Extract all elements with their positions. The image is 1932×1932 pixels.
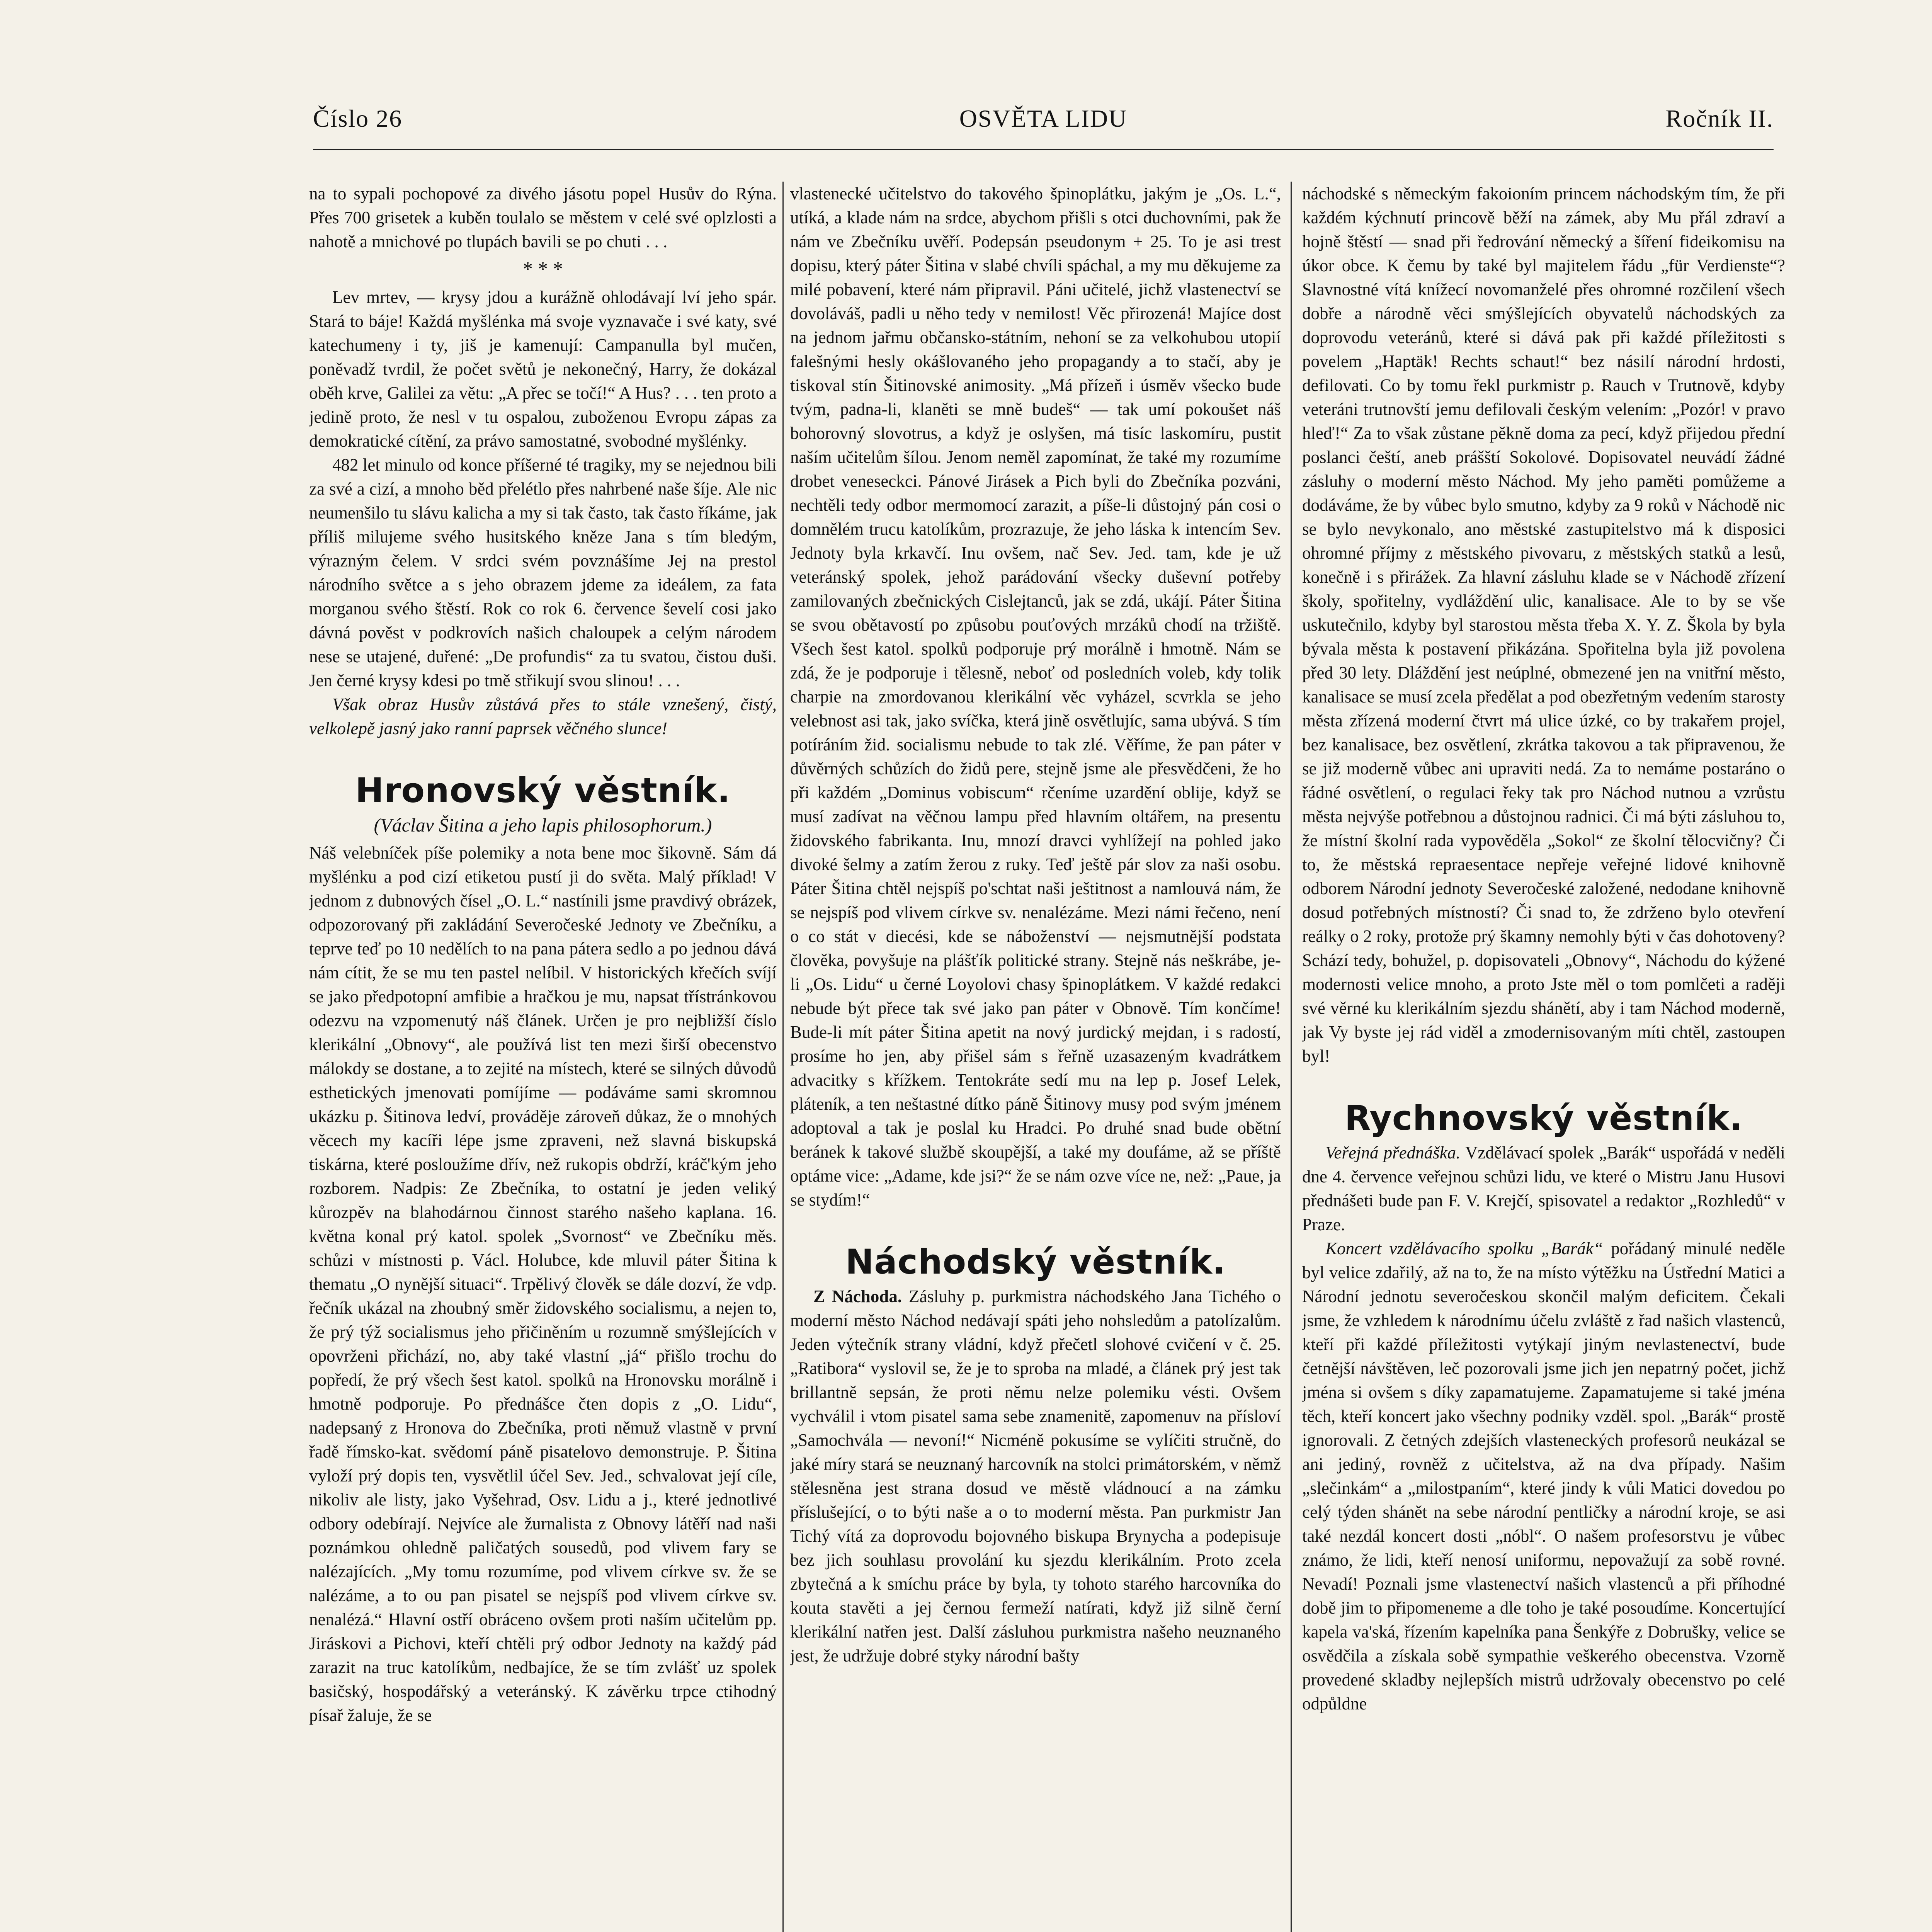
paragraph: Náš velebníček píše polemiky a nota bene moc šikovně. Sám dá myšlénku a pod cizí etiketou pustí ji do světa. Malý příklad! V jednom z dubnových čísel „O. L.“ nastínili jsme pravdivý obrázek, odpozorovaný při zakládání Severočeské Jednoty ve Zbečníku, a teprve teď po 10 nedělích to na pana pátera sedlo a po jednou dává nám cítit, že se mu ten pastel nelíbil. V historických křečích svíjí se jako předpotopní amfibie a hračkou je mu, napsat třístránkovou odezvu na vzpomenutý náš článek. Určen je pro nejbližší číslo klerikální „Obnovy“, ale používá list ten mezi širší obecenstvo málokdy se dostane, a to zejité na místech, které se silných důvodů esthetických jmenovati pomíjíme — podáváme sami skromnou ukázku p. Šitinova ledví, prováděje zároveň důkaz, že o mnohých věcech my kacíři lépe jsme zpraveni, než slavná biskupská tiskárna, které posloužíme dřív, než rukopis obdrží, kráč'kým jeho rozborem. Nadpis: Ze Zbečníka, to ostatní je jeden veliký kůrozpěv na blahodárnou činnost starého našeho kaplana. 16. května konal prý katol. spolek „Svornost“ ve Zbečníku měs. schůzi v místnosti p. Václ. Holubce, kde mluvil páter Šitina k thematu „O nynější situaci“. Trpělivý člověk se dále dozví, že vdp. řečník ukázal na zhoubný směr židovského socialismu, a nejen to, že prý týž socialismus jeho přičiněním u rozumně smýšlejících v opovrženi přichází, no, aby také vlastní „já“ přišlo trochu do popředí, že prý všech šest katol. spolků na Hronovsku morálně i hmotně podporuje. Po přednášce čten dopis z „O. Lidu“, nadepsaný z Hronova do Zbečníka, proti němuž vlastně v první řadě římsko-kat. svědomí páně pisatelovo demonstruje. P. Šitina vyloží prý dopis ten, vysvětlil účel Sev. Jed., schvalovat její cíle, nikoliv ale listy, jako Vyšehrad, Osv. Lidu a j., které jednotlivé odbory odebírají. Nejvíce ale žurnalista z Obnovy látěří nad naši poznámkou ohledně paličatých sousedů, pod vlivem fary se nalézajících. „My tomu rozumíme, pod vlivem církve sv. že se nalézáme, a to ou pan pisatel se nejspíš pod vlivem církve sv. nenalézá.“ Hlavní ostří obráceno ovšem proti naším učitelům pp. Jiráskovi a Pichovi, kteří chtěli prý odbor Jednoty na každý pád zarazit na truc katolíkům, nedbajíce, že se tím zvlášť uz spolek basičský, hospodářský a veteránský. K závěrku trpce ctihodný písař žaluje, že se [309, 843, 777, 1725]
section-stars: * * * [523, 258, 563, 280]
column-divider [782, 182, 784, 1932]
paragraph-lead: Z Náchoda. [813, 1287, 902, 1306]
section-heading-hronov: Hronovský věstník. [355, 770, 731, 810]
paragraph: Však obraz Husův zůstává přes to stále vznešený, čistý, velkolepě jasný jako ranní paprsek věčného slunce! [309, 695, 777, 738]
paragraph: Vzdělávací spolek „Barák“ uspořádá v neděli dne 4. července veřejnou schůzi lidu, ve které o Mistru Janu Husovi přednášeti bude pan F. V. Krejčí, spisovatel a redaktor „Rozhledů“ v Praze. [1302, 1143, 1785, 1234]
paragraph: Lev mrtev, — krysy jdou a kurážně ohlodávají lví jeho spár. Stará to báje! Každá myšlénka má svoje vyznavače i své katy, své katechumeny i ty, jiš je kamenují: Campanulla byl mučen, poněvadž tvrdil, že počet světů je nekonečný, Harry, že dokázal oběh krve, Galilei za větu: „A přec se točí!“ A Hus? . . . ten proto a jedině proto, že nesl v tu ospalou, zuboženou Evropu zápas za demokratické cítění, za právo samostatné, svobodné myšlénky. [309, 287, 777, 451]
column-1 [309, 182, 777, 1932]
section-subheading: (Václav Šitina a jeho lapis philosophorum.) [374, 814, 712, 836]
paragraph: pořádaný minulé neděle byl velice zdařilý, až na to, že na místo výtěžku na Ústřední Matici a Národní jednotu severočeskou skončil malým deficitem. Čekali jsme, že vzhledem k národnímu účelu zvláště z řad našich vlastenců, kteří při každé příležitosti vytýkají jiným nevlastenectví, bude četnější návštěven, leč pozorovali jsme jich jen nepatrný počet, jichž jména si ovšem s díky zapamatujeme. Zapamatujeme si také jména těch, kteří koncert jako všechny podniky vzděl. spol. „Barák“ prostě ignorovali. Z četných zdejších vlasteneckých profesorů neukázal se ani jediný, rovněž z učitelstva, až na dva případy. Našim „slečinkám“ a „milostpaním“, které jindy k vůli Matici dovedou po celý týden shánět na sebe národní pentličky a národní kroje, se asi také nezdál koncert dosti „nóbl“. O našem profesorstvu je vůbec známo, že lidi, kteří nenosí uniformu, nepovažují za sobě rovné. Nevadí! Poznali jsme vlastenectví našich vlastenců a při příhodné době jim to připomeneme a dle toho je také posoudíme. Koncertující kapela va'ská, řízením kapelníka pana Šenkýře z Dobrušky, velice se osvědčila a získala sobě sympathie veškerého obecenstva. Vzorně provedené skladby nejlepších mistrů udržovaly obecenstvo po celé odpůldne [1302, 1239, 1785, 1713]
paragraph: vlastenecké učitelstvo do takového špinoplátku, jakým je „Os. L.“, utíká, a klade nám na srdce, abychom přišli s otci duchovními, pak že nám ve Zbečníku uvěří. Podepsán pseudonym + 25. To je asi trest dopisu, který páter Šitina v slabé chvíli spáchal, a my mu děkujeme za milé pobavení, které nám připravil. Páni učitelé, jichž vlastenectví se dovoláváš, padli u něho tedy v nemilost! Věc přirozená! Majíce dost na jednom jařmu občansko-státním, nehoní se za velkohubou utopií falešnými hesly okášlovaného jeho propagandy a to stačí, aby je tiskoval stín Šitinovské animosity. „Má přízeň i úsměv všecko bude tvým, padna-li, klaněti se mně budeš“ — tak umí pokoušet náš bohorovný slovotrus, a když je oslyšen, má tisíc laskomíru, pustit naším učitelům šílou. Jenom neměl zapomínat, že také my rozumíme drobet veneseckci. Pánové Jirásek a Pich byli do Zbečníka pozváni, nechtěli tedy odbor mermomocí zarazit, a píše-li důstojný pán cosi o domnělém trucu katolíkům, prozrazuje, že jeho láska k intencím Sev. Jednoty byla krkavčí. Inu ovšem, nač Sev. Jed. tam, kde je už veteránský spolek, jehož parádování všecky duševní potřeby zamilovaných zbečnických Cislejtanců, jak se zdá, ukájí. Páter Šitina se svou obětavostí po způsobu pouťových mrzáků chodí na tržiště. Všech šest katol. spolků podporuje prý morálně i hmotně. Nám se zdá, že je podporuje i tělesně, neboť od posledních voleb, kdy tolik charpie na zmordovanou klerikální věc vyházel, scvrkla se jeho velebnost asi tak, jako svíčka, která jině osvětlujíc, sama ubývá. S tím potíráním žid. socialismu nebude to tak zlé. Věříme, že pan páter v důvěrných schůzích do židů pere, stejně jsme ale přesvědčeni, že ho při každém „Dominus vobiscum“ rčeníme uzardění oblije, když se musí zadívat na věčnou lampu před hlavním oltářem, na presentu židovského fabrikanta. Inu, mnozí dravci vyhlížejí na pohled jako divoké šelmy a zatím žerou z ruky. Teď ještě pár slov za naši osobu. Páter Šitina chtěl nejspíš po'schtat naši ještitnost a namlouvá nám, že se nejspíš pod vlivem církve sv. nenalézáme. Mezi námi řečeno, není o co stát v diecési, kde se náboženství — nejsmutnější podstata člověka, povyšuje na plášťík politické strany. Stejně nás neškrábe, je-li „Os. Lidu“ u černé Loyolovi chasy špinoplátkem. V každé redakci nebude být přece tak své jako pan páter v Obnově. Tím končíme! Bude-li mít páter Šitina apetit na nový jurdický mejdan, i s radostí, prosíme ho jen, aby přišel sám s řeřně uzasazeným kvadrátkem advacitky s křížkem. Tentokráte sedí mu na lep p. Josef Lelek, pláteník, a ten neštastné dítko páně Šitinovy musy pod svým jménem adoptoval a tak je poslal ku Hradci. Po druhé snad bude obětní beránek k takové službě skoupější, a také my doufáme, až se příště optáme vice: „Adame, kde jsi?“ že se nám ozve více ne, než: „Paue, ja se stydím!“ [790, 184, 1281, 1209]
section-heading-nachod: Náchodský věstník. [845, 1242, 1226, 1282]
column-2 [790, 182, 1281, 1932]
header-rule [313, 149, 1774, 150]
section-heading-rychnov: Rychnovský věstník. [1344, 1098, 1743, 1138]
paragraph: náchodské s německým fakoioním princem náchodským tím, že při každém kýchnutí princově běží na zámek, aby Mu přál zdraví a hojně štěstí — snad při ředrování německý a šíření fideikomisu na úkor obce. K čemu by také byl majitelem řádu „für Verdienste“? Slavnostné vítá knížecí novomanželé přes ohromné rozčilení všech dobře a národně věci smýšlejících obyvatelů náchodských za doprovodu veteránů, které si dává pak při každé příležitosti s povelem „Haptäk! Rechts schaut!“ bez násilí národní hrdosti, defilovati. Co by tomu řekl purkmistr p. Rauch v Trutnově, kdyby veteráni trutnovští jemu defilovali českým velením: „Pozór! v pravo hleď!“ Za to však zůstane pěkně doma za pecí, když přijedou přední poslanci čeští, aneb prášští Sokolové. Dopisovatel neuvádí žádné zásluhy o moderní město Náchod. My jeho paměti pomůžeme a dodáváme, že by vůbec bylo smutno, kdyby za 9 roků v Náchodě nic se bylo nevykonalo, ano městské zastupitelstvo má k disposici ohromné příjmy z městského pivovaru, z městských statků a lesů, konečně i s přirážek. Za hlavní zásluhu klade se v Náchodě zřízení školy, spořitelny, vydláždění ulic, kanalisace. Ale to by se vše uskutečnilo, kdyby byl starostou města třeba X. Y. Z. Škola by byla bývala města k postavení přikázána. Spořitelna byla již povolena před 30 lety. Dláždění jest neúplné, obmezené jen na vnitřní město, kanalisace se musí zcela předělat a pod obezřetným vedením starosty města zřízená moderní čtvrt má ulice úzké, co by trakařem projel, bez kanalisace, bez osvětlení, zkrátka takovou a tak připravenou, že se již moderně vůbec ani upraviti nedá. Za to nemáme postaráno o řádné osvětlení, o regulaci řeky tak pro Náchod nutnou a vzrůstu města nejvýše potřebnou a důstojnou radnici. Či má býti zásluhou to, že místní školní rada vypověděla „Sokol“ ze školní tělocvičny? Či to, že městská repraesentace nepřeje veřejné lidové knihovně odborem Národní jednoty Severočeské založené, nedodane knihovně dosud potřebných místností? Či snad to, že zdrženo bylo otevření reálky o 2 roky, protože prý škamny nemohly býti v čas dohotoveny? Schází tedy, bohužel, p. dopisovateli „Obnovy“, Náchodu do kýžené modernosti velice mnoho, a proto Jste měl o tom pomlčeti a raději své věrné ku klerikálním sjezdu shánětí, aby i tam Náchod moderně, jak Vy byste jej rád viděl a zmodernisovaným míti chtěl, zastoupen byl! [1302, 184, 1785, 1066]
volume-number: Ročník II. [1665, 105, 1774, 132]
column-3 [1302, 182, 1785, 1932]
paragraph: 482 let minulo od konce příšerné té tragiky, my se nejednou bili za své a cizí, a mnoho běd přelétlo přes nahrbené naše šíje. Ale nic neumenšilo tu slávu kalicha a my si tak často, tak často říkáme, jak příliš milujeme svého husitského kněze Jana s tím bledým, výrazným čelem. V srdci svém povznášíme Jej na prestol národního světce a s jeho obrazem jdeme za ideálem, za fata morganou svého štěstí. Rok co rok 6. července ševelí cosi jako dávná pověst v podkrovích našich chaloupek a celým národem nese se utajené, duřené: „De profundis“ za tu svatou, čistou duši. Jen černé krysy kdesi po tmě střikují svou slinou! . . . [309, 455, 777, 690]
page-header [313, 104, 1774, 151]
paragraph-lead: Koncert vzdělávacího spolku „Barák“ [1325, 1239, 1603, 1258]
column-divider [1291, 182, 1292, 1932]
issue-number: Číslo 26 [313, 105, 403, 132]
paragraph-lead: Veřejná přednáška. [1325, 1143, 1461, 1162]
masthead-title: OSVĚTA LIDU [959, 105, 1128, 132]
paragraph: Zásluhy p. purkmistra náchodského Jana Tichého o moderní město Náchod nedávají spáti jeho nohsledům a patolízalům. Jeden výtečník strany vládní, když přečetl slohové cvičení v č. 25. „Ratibora“ vyslovil se, že je to sproba na mladé, a článek prý jest tak brillantně sepsán, že proti němu nelze polemiku vésti. Ovšem vychválil i vtom pisatel sama sebe znamenitě, zapomenuv na přísloví „Samochvála — nevoní!“ Nicméně pokusíme se vylíčiti stručně, do jaké míry stará se neuznaný harcovník na stolci primátorském, v němž stělesněna jest strana dosud ve městě vládnoucí a na zámku příslušející, o to býti naše a o to moderní města. Pan purkmistr Jan Tichý vítá za doprovodu bojovného biskupa Brynycha a podepisuje bez jich souhlasu provolání ku sjezdu klerikálním. Proto zcela zbytečná a k smíchu práce by byla, ty tohoto starého harcovníka do kouta stavěti a jej černou fermeží natírati, když již silně černí klerikální natřen jest. Další zásluhou purkmistra našeho neuznaného jest, že udržuje dobré styky národní bašty [790, 1287, 1281, 1665]
paragraph: na to sypali pochopové za divého jásotu popel Husův do Rýna. Přes 700 grisetek a kuběn toulalo se městem v celé své oplzlosti a nahotě a mnichové po tlupách bavili se po chuti . . . [309, 184, 777, 251]
